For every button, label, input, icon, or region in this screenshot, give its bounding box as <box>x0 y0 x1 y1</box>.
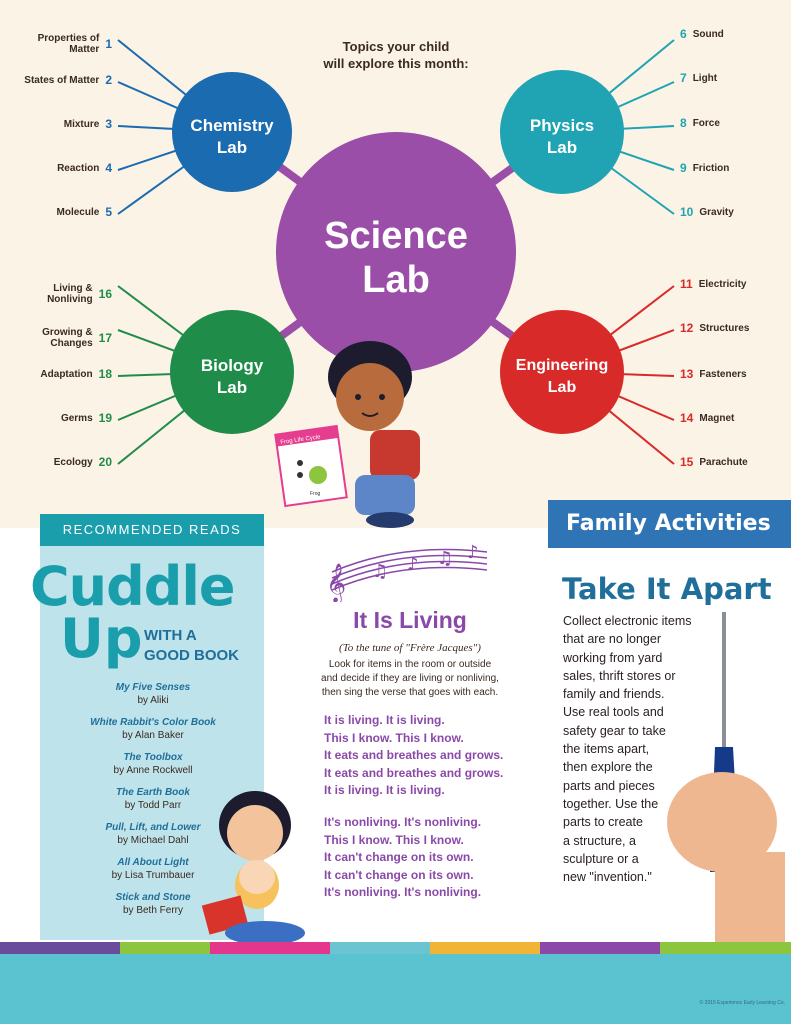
body-line: parts and pieces <box>563 778 655 793</box>
up-heading: Up <box>60 607 143 670</box>
book-item <box>68 681 238 707</box>
topic-text: Gravity <box>699 207 734 218</box>
book-item <box>68 751 238 777</box>
topic-text: Molecule <box>56 207 100 218</box>
book-author: by Alan Baker <box>122 730 184 741</box>
topic-label-7 <box>680 73 717 84</box>
family-activities-banner: Family Activities <box>548 500 791 548</box>
svg-text:♫: ♫ <box>437 548 454 569</box>
body-line: new "invention." <box>563 870 652 885</box>
topic-text: Force <box>692 118 720 129</box>
physics-lab-line-2: Lab <box>546 138 578 157</box>
verse-line: It is living. It is living. <box>324 713 445 727</box>
science-lab-line-2: Lab <box>362 259 430 301</box>
physics-lab-line-1: Physics <box>529 116 595 135</box>
topic-label-8 <box>680 118 720 129</box>
topic-label-10 <box>680 207 734 218</box>
topic-number: 11 <box>680 277 693 291</box>
screwdriver-hand-illustration <box>660 612 791 942</box>
body-line: safety gear to take <box>563 723 666 738</box>
topic-number: 8 <box>680 116 687 130</box>
topic-label-17 <box>2 327 112 349</box>
topic-label-13 <box>680 369 747 380</box>
book-author: by Todd Parr <box>124 800 182 811</box>
song-title: It Is Living <box>353 607 467 633</box>
topic-number: 3 <box>105 117 112 131</box>
book-author: by Beth Ferry <box>122 905 184 916</box>
verse-nonliving <box>324 814 481 902</box>
topic-number: 15 <box>680 455 694 469</box>
book-author: by Aliki <box>137 695 169 706</box>
topic-label-12 <box>680 323 749 334</box>
body-line: sales, thrift stores or <box>563 668 676 683</box>
topic-label-3 <box>2 119 112 130</box>
book-title: My Five Senses <box>115 682 191 693</box>
topic-text: States of Matter <box>24 75 100 86</box>
topic-text: Friction <box>692 163 730 174</box>
topic-text: Electricity <box>698 279 747 290</box>
book-author: by Lisa Trumbauer <box>111 870 195 881</box>
topic-text: Reaction <box>57 163 100 174</box>
song-subtitle: (To the tune of "Frère Jacques") <box>339 642 481 654</box>
topic-label-18 <box>2 369 112 380</box>
topic-text: Germs <box>60 413 93 424</box>
topic-text: Fasteners <box>699 369 747 380</box>
science-lab-title <box>276 214 516 302</box>
topic-number: 10 <box>680 205 694 219</box>
engineering-lab-line-1: Engineering <box>515 357 609 374</box>
verse-line: It is living. It is living. <box>324 783 445 797</box>
topic-number: 4 <box>105 161 112 175</box>
topic-text: Structures <box>699 323 750 334</box>
topic-number: 9 <box>680 161 687 175</box>
cuddle-heading: Cuddle <box>30 555 235 618</box>
topic-text: Ecology <box>53 457 93 468</box>
topic-number: 17 <box>98 330 112 345</box>
topic-label-6 <box>680 29 724 40</box>
body-line: family and friends. <box>563 687 665 702</box>
song-intro-line: Look for items in the room or outside <box>328 659 492 670</box>
topic-number: 13 <box>680 367 694 381</box>
good-book-text: GOOD BOOK <box>144 647 240 664</box>
book-title: White Rabbit's Color Book <box>90 717 216 728</box>
topic-number: 20 <box>98 455 112 469</box>
topic-text: Magnet <box>699 413 735 424</box>
book-item <box>68 716 238 742</box>
frog-life-cycle-card <box>275 426 346 506</box>
with-a-text: WITH A <box>144 627 197 644</box>
book-author: by Michael Dahl <box>117 835 189 846</box>
biology-lab-line-1: Biology <box>200 356 264 375</box>
topic-number: 19 <box>98 411 112 425</box>
song-intro <box>298 658 522 700</box>
svg-text:𝄞: 𝄞 <box>326 563 347 602</box>
verse-living <box>324 712 503 800</box>
body-line: that are no longer <box>563 632 661 647</box>
topic-number: 5 <box>105 205 112 219</box>
svg-text:♪: ♪ <box>407 554 419 575</box>
body-line: then explore the <box>563 760 653 775</box>
reading-children-illustration <box>195 785 310 950</box>
with-a-good-book <box>144 626 239 666</box>
topic-number: 7 <box>680 71 687 85</box>
topic-number: 6 <box>680 27 687 41</box>
topic-number: 14 <box>680 411 694 425</box>
topic-label-19 <box>2 413 112 424</box>
topic-text: Mixture <box>63 119 100 130</box>
decorative-strip <box>0 942 791 954</box>
body-line: working from yard <box>563 650 663 665</box>
topic-number: 12 <box>680 321 694 335</box>
topic-label-5 <box>2 207 112 218</box>
topic-number: 2 <box>105 73 112 87</box>
topic-number: 16 <box>98 286 112 301</box>
topics-intro-line-1: Topics your child <box>342 39 450 54</box>
body-line: together. Use the <box>563 796 659 811</box>
topic-label-20 <box>2 457 112 468</box>
body-line: a structure, a <box>563 833 636 848</box>
engineering-lab-line-2: Lab <box>547 379 577 396</box>
topic-text: Living & Nonliving <box>47 283 93 305</box>
topic-label-4 <box>2 163 112 174</box>
music-notes-icon <box>322 532 497 602</box>
body-line: parts to create <box>563 815 643 830</box>
svg-text:♪: ♪ <box>467 542 479 563</box>
topic-number: 18 <box>98 367 112 381</box>
topic-number: 1 <box>105 36 112 51</box>
body-line: the items apart, <box>563 742 650 757</box>
book-title: The Toolbox <box>123 752 183 763</box>
topic-text: Properties of Matter <box>37 33 100 55</box>
chemistry-lab-label <box>172 115 292 159</box>
book-title: Stick and Stone <box>115 892 191 903</box>
footer-band <box>0 954 791 1024</box>
topic-text: Light <box>692 73 718 84</box>
song-intro-line: then sing the verse that goes with each. <box>321 687 499 698</box>
book-title: Pull, Lift, and Lower <box>105 822 201 833</box>
chemistry-lab-line-1: Chemistry <box>190 116 274 135</box>
topics-intro-line-2: will explore this month: <box>323 56 469 71</box>
topic-label-9 <box>680 163 729 174</box>
book-title: All About Light <box>117 857 189 868</box>
copyright: © 2015 Experience Early Learning Co. <box>699 1000 785 1006</box>
verse-line: It eats and breathes and grows. <box>324 765 504 780</box>
body-line: Collect electronic items <box>563 614 692 628</box>
song-intro-line: and decide if they are living or nonliving, <box>321 673 499 684</box>
physics-lab-label <box>502 115 622 159</box>
topic-label-11 <box>680 279 747 290</box>
topic-label-14 <box>680 413 734 424</box>
topic-label-16 <box>2 283 112 305</box>
card-caption: Frog <box>310 491 321 497</box>
topic-text: Parachute <box>699 457 748 468</box>
book-title: The Earth Book <box>116 787 190 798</box>
topic-text: Growing & Changes <box>42 327 93 349</box>
take-it-apart-title: Take It Apart <box>562 572 772 606</box>
boy-illustration <box>270 335 470 535</box>
book-author: by Anne Rockwell <box>113 765 193 776</box>
engineering-lab-label <box>497 355 627 399</box>
card-title: Frog Life Cycle <box>280 434 321 446</box>
body-line: Use real tools and <box>563 705 664 720</box>
verse-line: This I know. This I know. <box>324 730 464 745</box>
topic-text: Sound <box>692 29 724 40</box>
science-lab-line-1: Science <box>324 215 468 257</box>
topic-label-2 <box>2 75 112 86</box>
svg-text:♫: ♫ <box>372 561 389 582</box>
biology-lab-line-2: Lab <box>216 378 248 397</box>
verse-line: It can't change on its own. <box>324 850 474 864</box>
topics-intro <box>316 38 476 72</box>
verse-line: It's nonliving. It's nonliving. <box>324 885 482 899</box>
verse-line: It can't change on its own. <box>324 867 474 882</box>
verse-line: It's nonliving. It's nonliving. <box>324 815 482 829</box>
topic-text: Adaptation <box>40 369 93 380</box>
recommended-reads-header: RECOMMENDED READS <box>40 514 264 546</box>
topic-label-15 <box>680 457 748 468</box>
body-line: sculpture or a <box>563 851 639 866</box>
topic-label-1 <box>2 33 112 55</box>
chemistry-lab-line-2: Lab <box>216 138 248 157</box>
verse-line: It eats and breathes and grows. <box>324 748 504 762</box>
verse-line: This I know. This I know. <box>324 832 464 847</box>
